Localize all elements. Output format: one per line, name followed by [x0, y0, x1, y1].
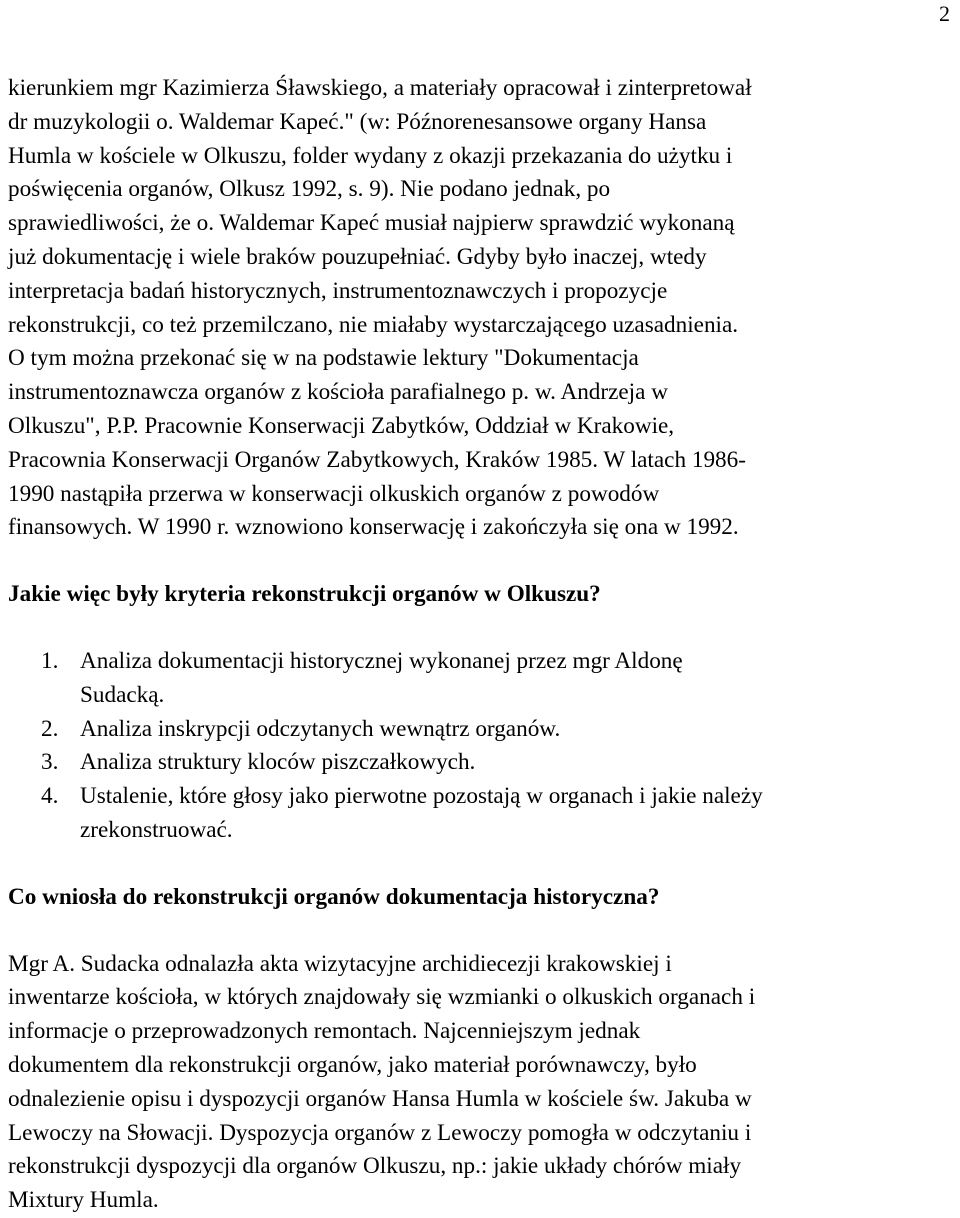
text-line: Mgr A. Sudacka odnalazła akta wizytacyjne archidiecezji krakowskiej i: [8, 950, 672, 977]
section-heading-criteria: Jakie więc były kryteria rekonstrukcji organów w Olkuszu?: [8, 581, 601, 608]
text-line: O tym można przekonać się w na podstawie lektury "Dokumentacja: [8, 345, 639, 372]
list-item: [8, 780, 958, 848]
text-line: finansowych. W 1990 r. wznowiono konserwację i zakończyła się ona w 1992.: [8, 514, 739, 541]
list-item-text: Analiza struktury kloców piszczałkowych.: [80, 749, 476, 776]
text-line: Lewoczy na Słowacji. Dyspozycja organów z Lewoczy pomogła w odczytaniu i: [8, 1119, 752, 1146]
text-line: Olkuszu", P.P. Pracownie Konserwacji Zabytków, Oddział w Krakowie,: [8, 412, 675, 439]
text-line: informacje o przeprowadzonych remontach. Najcenniejszym jednak: [8, 1018, 641, 1045]
text-line: rekonstrukcji dyspozycji dla organów Olkuszu, np.: jakie układy chórów miały: [8, 1153, 742, 1180]
text-line: kierunkiem mgr Kazimierza Śławskiego, a materiały opracował i zinterpretował: [8, 75, 752, 101]
spacer: [8, 848, 958, 881]
text-line: rekonstrukcji, co też przemilczano, nie miałaby wystarczającego uzasadnienia.: [8, 311, 739, 338]
text-line: już dokumentację i wiele braków pouzupełniać. Gdyby było inaczej, wtedy: [8, 243, 707, 270]
list-item-number: 1.: [41, 647, 59, 674]
criteria-list: [8, 645, 958, 848]
list-item-text: Sudacką.: [80, 681, 165, 708]
text-line: sprawiedliwości, że o. Waldemar Kapeć musiał najpierw sprawdzić wykonaną: [8, 210, 735, 237]
paragraph-intro: [8, 72, 958, 545]
spacer: [8, 915, 958, 948]
text-line: inwentarze kościoła, w których znajdowały się wzmianki o olkuskich organach i: [8, 984, 756, 1011]
list-item-number: 4.: [41, 783, 59, 810]
list-item-text: zrekonstruować.: [80, 816, 233, 843]
section-heading-documentation: Co wniosła do rekonstrukcji organów dokumentacja historyczna?: [8, 883, 660, 910]
text-line: Pracownia Konserwacji Organów Zabytkowych, Kraków 1985. W latach 1986-: [8, 446, 746, 473]
list-item-text: Analiza inskrypcji odczytanych wewnątrz organów.: [80, 715, 561, 742]
text-line: instrumentoznawcza organów z kościoła parafialnego p. w. Andrzeja w: [8, 379, 668, 406]
list-item: [8, 645, 958, 713]
list-item: [8, 746, 958, 780]
text-line: dr muzykologii o. Waldemar Kapeć." (w: Późnorenesansowe organy Hansa: [8, 108, 707, 135]
text-line: Humla w kościele w Olkuszu, folder wydany z okazji przekazania do użytku i: [8, 142, 733, 169]
list-item: [8, 713, 958, 747]
document-body: [8, 72, 958, 1218]
list-item-text: Ustalenie, które głosy jako pierwotne pozostają w organach i jakie należy: [80, 783, 763, 810]
list-item-text: Analiza dokumentacji historycznej wykonanej przez mgr Aldonę: [80, 647, 683, 674]
paragraph-documentation: [8, 948, 958, 1218]
text-line: odnalezienie opisu i dyspozycji organów Hansa Humla w kościele św. Jakuba w: [8, 1085, 752, 1112]
text-line: poświęcenia organów, Olkusz 1992, s. 9). Nie podano jednak, po: [8, 176, 611, 203]
spacer: [8, 545, 958, 578]
text-line: Mixtury Humla.: [8, 1187, 159, 1214]
page-number: 2: [939, 1, 950, 26]
list-item-number: 3.: [41, 749, 59, 776]
spacer: [8, 612, 958, 645]
list-item-number: 2.: [41, 715, 59, 742]
text-line: dokumentem dla rekonstrukcji organów, jako materiał porównawczy, było: [8, 1051, 697, 1078]
text-line: interpretacja badań historycznych, instrumentoznawczych i propozycje: [8, 277, 668, 304]
text-line: 1990 nastąpiła przerwa w konserwacji olkuskich organów z powodów: [8, 480, 660, 507]
